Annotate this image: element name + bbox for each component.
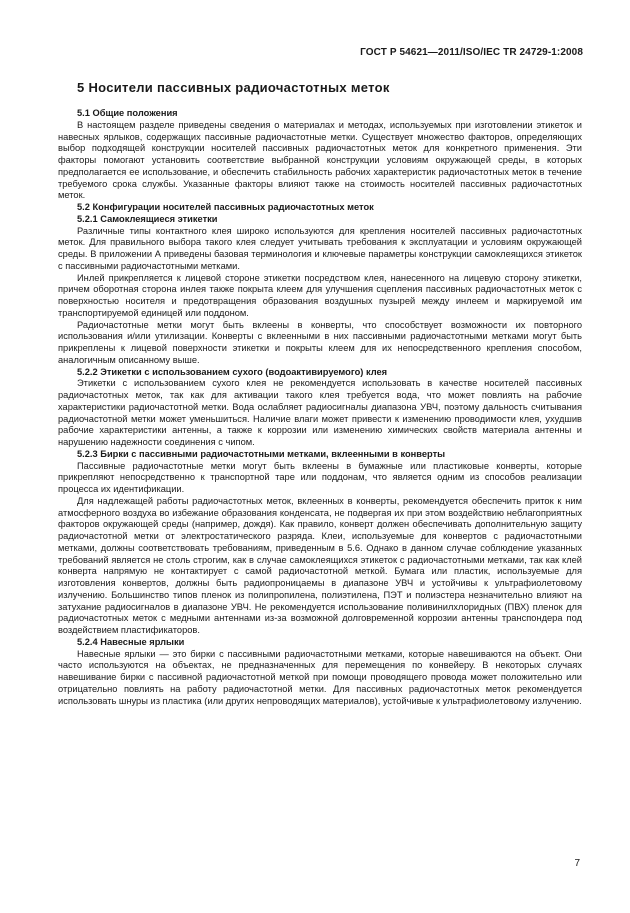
paragraph: Навесные ярлыки — это бирки с пассивными радиочастотными метками, которые навешиваются на объект. Они часто используются на объектах, не предназначенных для перемещения по конвейеру. В некоторых случаях навешивание бирки с пассивной радиочастотной меткой при помощи проводящего провода может положительно или отрицательно повлиять на работу радиочастотной метки. Для пассивных радиочастотных меток рекомендуется использовать шнуры из пластика (или других непроводящих материалов), устойчивые к ультрафиолетовому излучению. <box>58 648 582 706</box>
document-body <box>58 108 582 707</box>
paragraph: Радиочастотные метки могут быть вклеены в конверты, что способствует возможности их повторного использования и/или утилизации. Конверты с вклеенными в них пассивными радиочастотными метками могут быть прикреплены к лицевой поверхности этикетки и покрыты клеем для их непосредственного крепления способом, аналогичным описанному выше. <box>58 319 582 365</box>
paragraph: Различные типы контактного клея широко используются для крепления носителей пассивных радиочастотных меток. Для правильного выбора такого клея следует учитывать требования к эксплуатации и условиям окружающей среды. В приложении А приведены базовая терминология и ключевые параметры конструкции самоклеящихся этикеток с пассивными радиочастотными метками. <box>58 225 582 271</box>
page-number: 7 <box>574 858 580 869</box>
subsection-heading: 5.2 Конфигурации носителей пассивных радиочастотных меток <box>77 202 374 212</box>
subsection-heading: 5.2.3 Бирки с пассивными радиочастотными метками, вклеенными в конверты <box>77 448 446 459</box>
section-title: 5 Носители пассивных радиочастотных меток <box>77 80 390 95</box>
paragraph: Пассивные радиочастотные метки могут быть вклеены в бумажные или пластиковые конверты, которые прикрепляют непосредственно к транспортной таре или поддонам, что является одним из способов реализации процесса их идентификации. <box>58 460 582 494</box>
paragraph: Для надлежащей работы радиочастотных меток, вклеенных в конверты, рекомендуется обеспечить приток к ним атмосферного воздуха во избежание образования конденсата, не подвергая их при этом воздействию неблагоприятных факторов окружающей среды (например, дождя). Как правило, конверт должен обеспечивать дополнительную защиту радиочастотной метки от электростатического разряда. Клеи, используемые для конвертов с радиочастотными метками, должны соответствовать требованиям, приведенным в 5.6. Однако в данном случае соблюдение указанных требований является не столь строгим, как в случае самоклеящихся этикеток с радиочастотными метками, так как клей конверта напрямую не контактирует с самой радиочастотной меткой. Бумага или пластик, используемые для изготовления конвертов, должны быть радиопроницаемы в диапазоне УВЧ и устойчивы к ультрафиолетовому излучению. Большинство типов пленок из полипропилена, полиэтилена, ПЭТ и полиэстера незначительно влияют на затухание радиосигналов в диапазоне УВЧ. Не рекомендуется использование поливинилхлоридных (ПВХ) пленок для радиочастотных меток с медными антеннами из-за возможной долговременной коррозии антенны транспондера под воздействием пластификаторов. <box>58 495 582 635</box>
paragraph: В настоящем разделе приведены сведения о материалах и методах, используемых при изготовлении этикеток и навесных ярлыков, содержащих пассивные радиочастотные метки. Существует множество факторов, определяющих выбор подходящей конструкции носителей пассивных радиочастотных меток для конкретного применения. Эти факторы помогают установить соответствие выбранной конструкции условиям окружающей среды, в которых предполагается ее использование, и обеспечить стабильность рабочих характеристик радиочастотных меток в течение требуемого срока службы. Указанные факторы влияют также на стоимость носителей пассивных радиочастотных меток. <box>58 119 582 201</box>
paragraph: Инлей прикрепляется к лицевой стороне этикетки посредством клея, нанесенного на лицевую сторону этикетки, причем оборотная сторона инлея также покрыта клеем для улучшения сцепления пассивных радиочастотных меток с поверхностью носителя и предотвращения образования воздушных пузырей между инлеем и маркируемой им транспортируемой единицей или поддоном. <box>58 272 582 318</box>
paragraph: Этикетки с использованием сухого клея не рекомендуется использовать в качестве носителей пассивных радиочастотных меток, так как для активации такого клея требуется вода, что может повлиять на рабочие характеристики радиочастотной метки. Вода ослабляет радиосигналы диапазона УВЧ, поэтому дальность считывания радиочастотной метки может уменьшиться. Наличие влаги может привести к изменению проводимости клея, ухудшив рабочие характеристики антенны, а также к коррозии или изменению химических свойств материала антенны и нарушению надежности соединения с чипом. <box>58 378 582 447</box>
subsection-heading: 5.2.4 Навесные ярлыки <box>77 636 185 647</box>
subsection-heading: 5.2.1 Самоклеящиеся этикетки <box>77 213 218 224</box>
subsection-heading: 5.2.2 Этикетки с использованием сухого (водоактивируемого) клея <box>77 366 388 377</box>
subsection-heading: 5.1 Общие положения <box>77 108 178 118</box>
standard-header: ГОСТ Р 54621—2011/ISO/IEC TR 24729-1:2008 <box>360 47 583 58</box>
